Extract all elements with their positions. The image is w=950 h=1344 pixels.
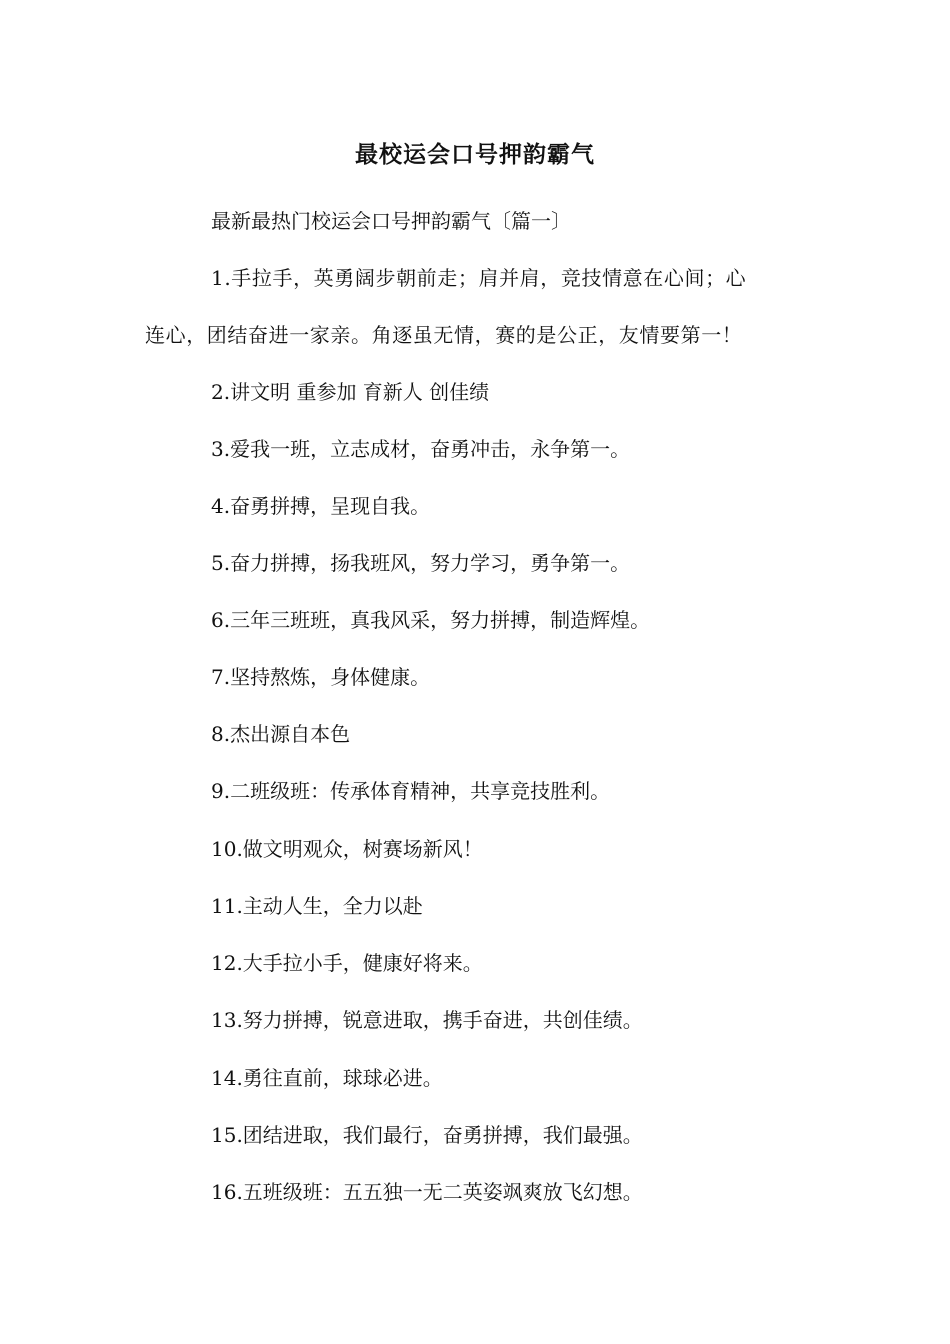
slogan-item-15: 15.团结进取，我们最行，奋勇拼搏，我们最强。	[211, 1123, 643, 1147]
slogan-item-5: 5.奋力拼搏，扬我班风，努力学习，勇争第一。	[211, 551, 631, 575]
slogan-item-8: 8.杰出源自本色	[211, 722, 351, 746]
slogan-item-16: 16.五班级班：五五独一无二英姿飒爽放飞幻想。	[211, 1180, 643, 1204]
slogan-item-10: 10.做文明观众，树赛场新风！	[211, 837, 483, 861]
slogan-item-6: 6.三年三班班，真我风采，努力拼搏，制造辉煌。	[211, 608, 651, 632]
section-heading: 最新最热门校运会口号押韵霸气〔篇一〕	[211, 209, 571, 233]
slogan-item-1-line-1: 1.手拉手，英勇阔步朝前走；肩并肩，竞技情意在心间；心	[211, 266, 747, 290]
document-title: 最校运会口号押韵霸气	[355, 141, 595, 168]
slogan-item-11: 11.主动人生，全力以赴	[211, 894, 423, 918]
slogan-item-9: 9.二班级班：传承体育精神，共享竞技胜利。	[211, 779, 611, 803]
slogan-item-13: 13.努力拼搏，锐意进取，携手奋进，共创佳绩。	[211, 1008, 643, 1032]
slogan-item-2: 2.讲文明 重参加 育新人 创佳绩	[211, 380, 490, 404]
slogan-item-7: 7.坚持熬炼，身体健康。	[211, 665, 431, 689]
slogan-item-1-line-2: 连心，团结奋进一家亲。角逐虽无情，赛的是公正，友情要第一！	[145, 323, 743, 347]
slogan-item-4: 4.奋勇拼搏，呈现自我。	[211, 494, 431, 518]
slogan-item-14: 14.勇往直前，球球必进。	[211, 1066, 443, 1090]
slogan-item-12: 12.大手拉小手，健康好将来。	[211, 951, 483, 975]
slogan-item-3: 3.爱我一班，立志成材，奋勇冲击，永争第一。	[211, 437, 631, 461]
